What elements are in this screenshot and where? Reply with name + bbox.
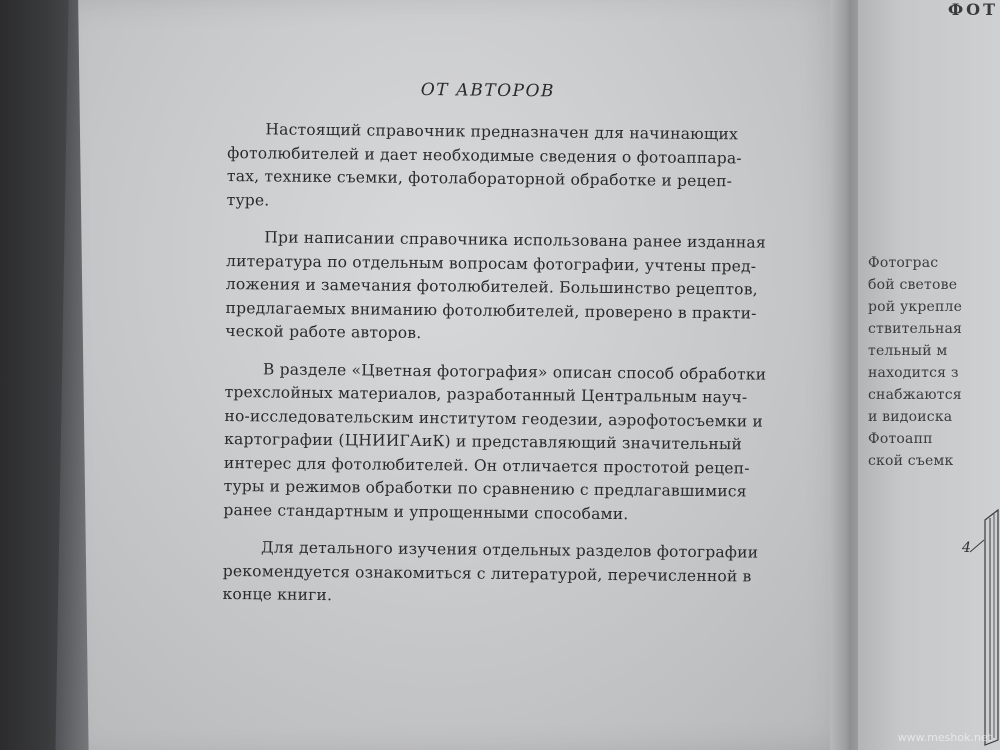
text-line: предлагаемых вниманию фотолюбителей, проверено в практи- (225, 298, 757, 323)
text-line: интерес для фотолюбителей. Он отличается простотой рецеп- (223, 453, 750, 477)
text-line: картографии (ЦНИИГАиК) и представляющий значительный (224, 429, 743, 454)
text-line: литература по отдельным вопросам фотографии, учтены пред- (225, 251, 757, 276)
text-line: туре. (226, 190, 270, 209)
text-line: конце книги. (222, 584, 333, 605)
right-text-line: тельный м (868, 343, 948, 359)
text-line: В разделе «Цветная фотография» описан способ обработки (262, 359, 767, 384)
right-text-line: ствительная (868, 321, 963, 337)
paragraph-2 (225, 226, 786, 349)
right-text-line: Фотограс (868, 255, 939, 271)
page-heading: ОТ АВТОРОВ (420, 80, 556, 102)
right-text-line: снабжаются (868, 387, 962, 403)
text-line: но-исследовательским институтом геодезии, аэрофотосъемки и (224, 406, 764, 431)
text-line: ческой работе авторов. (225, 321, 422, 343)
paragraph-4 (222, 536, 783, 612)
text-line: туры и режимов обработки по сравнению с предлагавшимися (223, 476, 747, 501)
watermark: www.meshok.net (897, 731, 992, 744)
right-text-line: и видоиска (868, 409, 953, 425)
right-text-line: бой светове (868, 277, 958, 293)
right-text-line: находится з (868, 365, 959, 381)
text-line: Настоящий справочник предназначен для начинающих (265, 120, 739, 144)
right-text-line: Фотоапп (868, 431, 933, 447)
text-line: При написании справочника использована ранее изданная (264, 228, 767, 252)
text-line: фотолюбителей и дает необходимые сведения о фотоаппара- (227, 143, 742, 167)
text-line: Для детального изучения отдельных разделов фотографии (260, 538, 759, 562)
text-line: ложения и замечания фотолюбителей. Большинство рецептов, (225, 274, 758, 299)
text-line: тах, технике съемки, фотолабораторной обработке и рецеп- (226, 166, 733, 191)
paragraph-1 (227, 118, 788, 218)
text-line: трехслойных материалов, разработанный Центральным науч- (224, 382, 748, 407)
text-line: рекомендуется ознакомиться с литературой, перечисленной в (222, 561, 752, 586)
right-text-line: ской съемк (868, 453, 954, 469)
right-text-line: рой укрепле (868, 299, 963, 315)
paragraph-3 (223, 357, 785, 527)
right-page-text (868, 252, 1000, 472)
text-line: ранее стандартным и упрощенными способами. (223, 500, 629, 523)
diagram-label: 4 (962, 540, 971, 556)
preface-text (222, 78, 788, 626)
diagram-fragment (950, 500, 1000, 750)
right-page-heading: ФОТ (948, 0, 999, 19)
